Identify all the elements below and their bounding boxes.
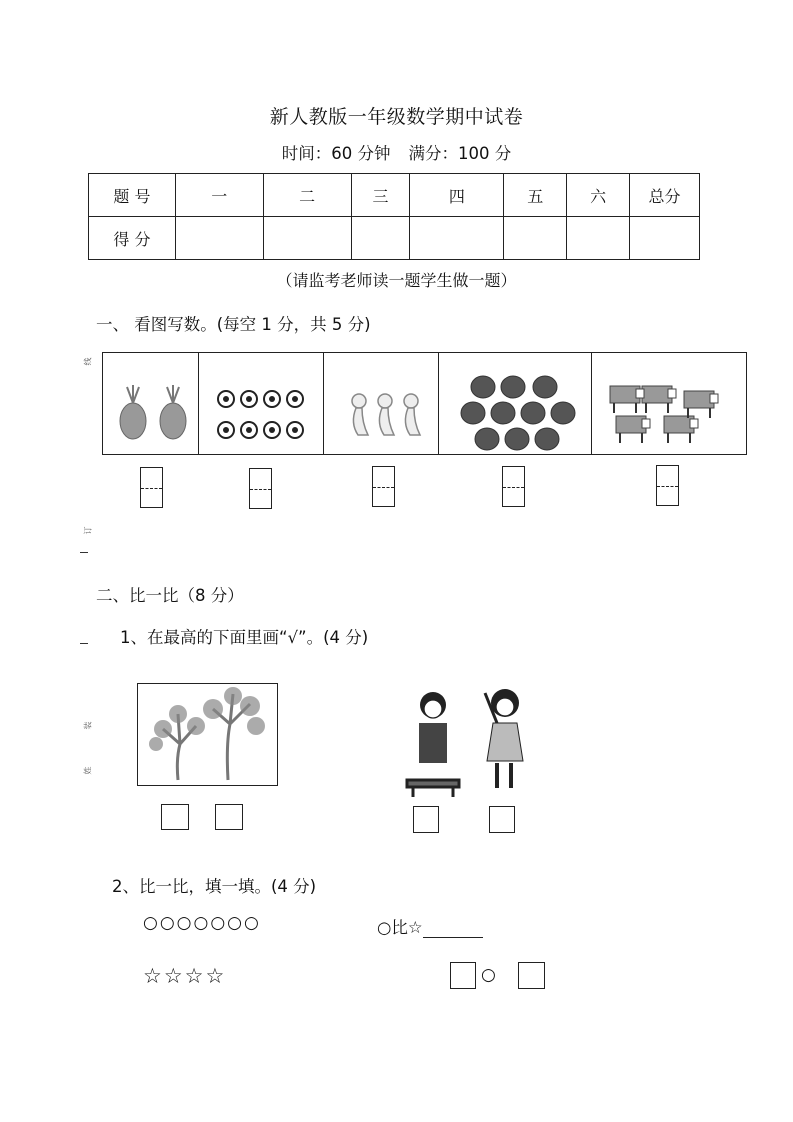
picture-apples [439, 353, 592, 454]
circles-row: ○○○○○○○ [143, 913, 261, 933]
score-cell-4[interactable] [410, 217, 504, 260]
compare-box-right[interactable] [518, 962, 545, 989]
header-cell-5: 五 [504, 174, 567, 217]
score-cell-1[interactable] [175, 217, 263, 260]
q1-title: 1、在最高的下面里画“√”。(4 分) [120, 628, 369, 647]
girl-checkbox[interactable] [489, 806, 515, 833]
score-cell-5[interactable] [504, 217, 567, 260]
pineapple-icon [103, 353, 197, 453]
tree-left-checkbox[interactable] [161, 804, 189, 830]
trees-picture [137, 683, 278, 786]
answer-box-5[interactable] [656, 465, 679, 506]
picture-cows [592, 353, 746, 454]
answer-box-4[interactable] [502, 466, 525, 507]
exam-time: 时间：60 分钟 [281, 144, 391, 163]
picture-ducklings [324, 353, 440, 454]
margin-mark-2: 订 [83, 526, 93, 535]
score-cell-2[interactable] [263, 217, 351, 260]
answer-box-3[interactable] [372, 466, 395, 507]
apple-icon [439, 353, 590, 453]
exam-subtitle [0, 140, 793, 164]
score-cell-label: 得 分 [89, 217, 176, 260]
score-table-score-row [89, 217, 700, 260]
score-cell-6[interactable] [567, 217, 630, 260]
section2-title: 二、比一比（8 分） [96, 586, 244, 605]
children-picture [385, 683, 540, 801]
header-cell-1: 一 [175, 174, 263, 217]
picture-pineapples [103, 353, 199, 454]
compare-blank[interactable] [423, 921, 483, 938]
header-cell-6: 六 [567, 174, 630, 217]
proctor-note: （请监考老师读一题学生做一题） [276, 271, 517, 290]
header-cell-2: 二 [263, 174, 351, 217]
q2-title: 2、比一比，填一填。(4 分) [112, 877, 317, 896]
margin-line-1 [80, 552, 88, 553]
compare-box-left[interactable] [450, 962, 476, 989]
header-cell-3: 三 [351, 174, 410, 217]
tree-right-checkbox[interactable] [215, 804, 243, 830]
exam-title: 新人教版一年级数学期中试卷 [269, 106, 524, 128]
boy-checkbox[interactable] [413, 806, 439, 833]
score-table [88, 173, 700, 260]
score-cell-total[interactable] [630, 217, 700, 260]
cow-icon [592, 353, 746, 453]
margin-mark-5: 姓 [83, 766, 93, 775]
tree-icon [138, 684, 276, 784]
stars-row: ☆☆☆☆ [143, 964, 227, 988]
compare-operator[interactable]: ○ [481, 965, 496, 985]
margin-line-2 [80, 643, 88, 644]
margin-mark-4: 装 [83, 721, 93, 730]
margin-mark-1: 线 [83, 357, 93, 366]
duckling-icon [324, 353, 438, 453]
score-table-header-row [89, 174, 700, 217]
score-cell-3[interactable] [351, 217, 410, 260]
compare-text: ○比☆ [377, 918, 423, 937]
header-cell-4: 四 [410, 174, 504, 217]
compare-statement [377, 914, 483, 938]
children-icon [385, 683, 540, 801]
answer-box-2[interactable] [249, 468, 272, 509]
header-cell-label: 题 号 [89, 174, 176, 217]
picture-row [102, 352, 747, 455]
picture-flowers [199, 353, 324, 454]
flower-icon [199, 353, 322, 453]
exam-full-score: 满分：100 分 [408, 144, 512, 163]
answer-box-1[interactable] [140, 467, 163, 508]
section1-title: 一、 看图写数。(每空 1 分，共 5 分) [96, 315, 371, 334]
header-cell-total: 总分 [630, 174, 700, 217]
